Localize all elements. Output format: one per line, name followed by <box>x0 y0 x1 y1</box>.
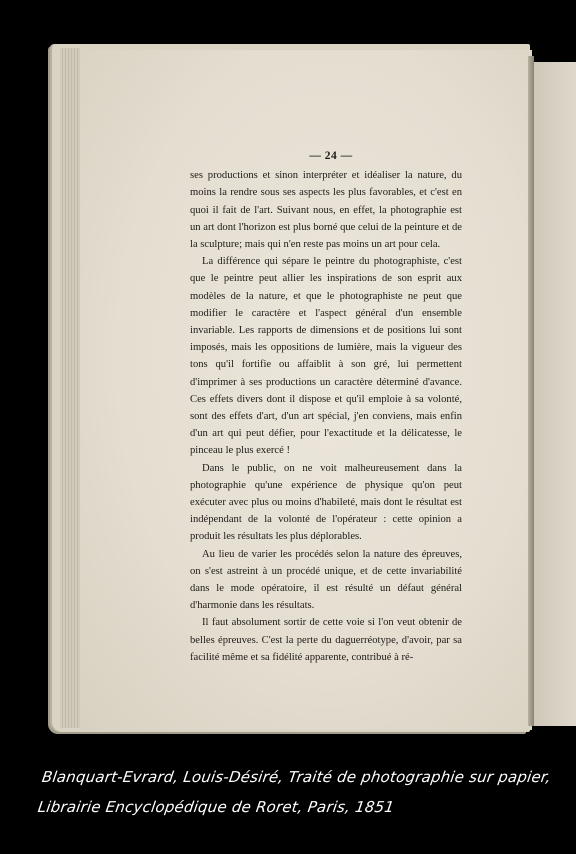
paragraph-2: La différence qui sépare le peintre du photographiste, c'est que le peintre peut allier les inspirations de son esprit aux modèles de la nature, et que le photographiste ne peut que modifier le caractère et l'aspect général d'un ensemble invariable. Les rapports de dimensions et de positions lui sont imposés, mais les oppositions de lumière, mais la vigueur des tons qu'il fortifie ou affaiblit à son gré, lui permettent d'imprimer à ses productions un caractère déterminé d'avance. Ces effets divers dont il dispose et qu'il emploie à sa volonté, sont des effets d'art, d'un art spécial, j'en conviens, mais enfin d'un art qui peut défier, pour l'exactitude et la délicatesse, le pinceau le plus exercé ! <box>190 256 462 457</box>
caption-line-1: Blanquart-Evrard, Louis-Désiré, Traité de photographie sur papier, <box>40 768 553 786</box>
paragraph-5: Il faut absolument sortir de cette voie si l'on veut obtenir de belles épreuves. C'est la perte du daguerréotype, d'avoir, par sa facilité même et sa fidélité apparente, contribué à ré- <box>190 617 462 663</box>
caption-line-2: Librairie Encyclopédique de Roret, Paris, 1851 <box>36 798 396 816</box>
page-edges <box>60 48 80 728</box>
paragraph-4: Au lieu de varier les procédés selon la nature des épreuves, on s'est astreint à un procédé unique, et de cette invariabilité dans le mode opératoire, il est résulté un défaut général d'harmonie dans les résultats. <box>190 548 462 612</box>
facing-page <box>534 62 576 726</box>
page-number: — 24 — <box>309 150 353 162</box>
page-text <box>190 148 462 666</box>
paragraph-1: ses productions et sinon interpréter et idéaliser la nature, du moins la rendre sous ses aspects les plus favorables, et c'est en quoi il fait de l'art. Suivant nous, en effet, la photographie est un art dont l'horizon est plus borné que celui de la peinture et de la sculpture; mais qui n'en reste pas moins un art pour cela. <box>190 170 462 251</box>
handwritten-caption <box>36 762 564 822</box>
paragraph-3: Dans le public, on ne voit malheureusement dans la photographie qu'une expérience de physique qu'on peut exécuter avec plus ou moins d'habileté, mais dont le résultat est indépendant de la volonté de l'opérateur : cette opinion a produit les résultats les plus déplorables. <box>190 462 462 543</box>
